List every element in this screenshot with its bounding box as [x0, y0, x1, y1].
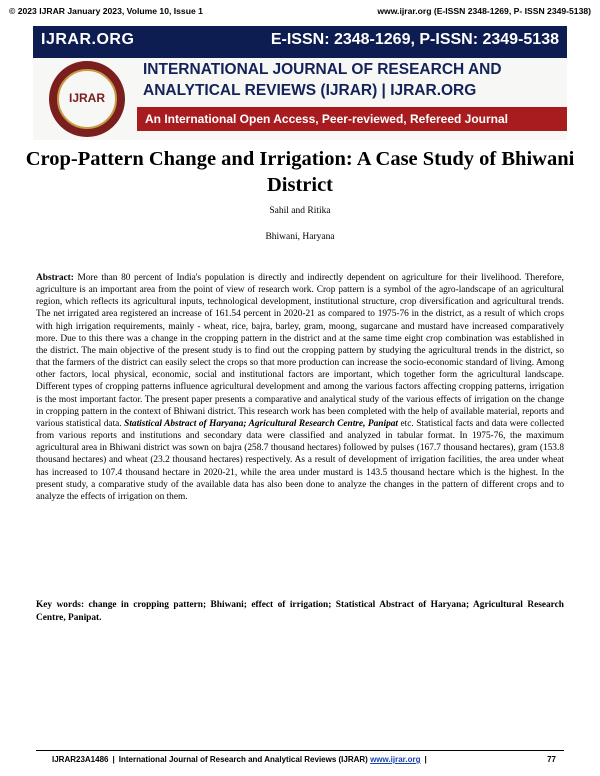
footer-paper-id: IJRAR23A1486: [52, 755, 109, 764]
keywords-text: change in cropping pattern; Bhiwani; effect of irrigation; Statistical Abstract of Haryana; Agricultural Research Centre, Panipat.: [36, 600, 564, 623]
keywords-label: Key words:: [36, 600, 85, 610]
page-number: 77: [547, 755, 556, 764]
footer-link[interactable]: www.ijrar.org: [370, 755, 421, 764]
banner-issn: E-ISSN: 2348-1269, P-ISSN: 2349-5138: [270, 31, 559, 48]
journal-logo-icon: [49, 61, 125, 137]
banner-title-line1: INTERNATIONAL JOURNAL OF RESEARCH AND: [143, 61, 502, 78]
abstract: [36, 272, 564, 503]
journal-banner: [33, 26, 567, 140]
abstract-text-2: etc. Statistical facts and data were collected from various reports and institutions and secondary data were classified and analyzed in tabular format. In 1975-76, the maximum agricultural area in Bhiwani district was sown on bajra (258.7 thousand hectares) followed by pulses (167.7 thousand hectares), gram (153.8 thousand hectares) and wheat (23.2 thousand hectares) respectively. As a result of development of irrigation facilities, the area under wheat has increased to 107.4 thousand hectare in 2020-21, while the area under mustard is 143.5 thousand hectare which is the highest. In the present study, a comparative study of the available data has also been done to analyze the changes in the pattern of different crops and to analyze the effects of irrigation on them.: [36, 418, 564, 502]
paper-affiliation: Bhiwani, Haryana: [265, 232, 335, 242]
running-header: [9, 6, 591, 20]
header-issn-info: www.ijrar.org (E-ISSN 2348-1269, P- ISSN 2349-5138): [377, 6, 591, 16]
page-footer: IJRAR23A1486 | International Journal of Research and Analytical Reviews (IJRAR) www.ijrar.org | 77: [36, 750, 564, 765]
paper-title: Crop-Pattern Change and Irrigation: A Case Study of Bhiwani District: [25, 148, 575, 196]
keywords: [36, 599, 564, 625]
banner-body: [33, 58, 567, 140]
banner-subtitle: An International Open Access, Peer-reviewed, Refereed Journal: [137, 107, 567, 131]
footer-journal: International Journal of Research and Analytical Reviews (IJRAR): [118, 755, 368, 764]
banner-title-line2: ANALYTICAL REVIEWS (IJRAR) | IJRAR.ORG: [143, 82, 477, 99]
paper-authors: Sahil and Ritika: [269, 206, 331, 216]
logo-text: IJRAR: [68, 91, 105, 105]
abstract-text-1: More than 80 percent of India's population is directly and indirectly dependent on agriculture for their livelihood. Therefore, agriculture is an important area from the point of view of research work. Crop pattern is a symbol of the agro-landscape of an agricultural region, which reflects its agricultural inputs, technological development, institutional structure, crop diversification and agricultural trends. The net irrigated area registered an increase of 161.54 percent in 2020-21 as compared to 1975-76 in the district, as a result of which crops with high irrigation requirements, mainly - wheat, rice, bajra, barley, gram, moong, sugarcane and mustard have increased comparatively more. Due to this there was a change in the cropping pattern in the district and at the same time eight crop combination was established in the district. The main objective of the present study is to find out the cropping pattern by studying the agricultural trends in the district, so that the farmers of the district can easily select the crops so that more production can increase the socio-economic standard of living. Among other factors, local physical, economic, social and institutional factors are important, which together form the agricultural landscape. Different types of cropping patterns influence agricultural development and among the various factors affecting cropping patterns, irrigation is the most important factor. The present paper presents a comparative and analytical study of the various effects of irrigation on the change in cropping pattern in the context of Bhiwani district. This research work has been completed with the help of available material, reports and various statistical data.: [36, 273, 564, 429]
banner-brand: IJRAR.ORG: [41, 31, 135, 48]
abstract-label: Abstract:: [36, 273, 74, 283]
header-issue-info: © 2023 IJRAR January 2023, Volume 10, Issue 1: [9, 6, 203, 16]
abstract-emphasis: Statistical Abstract of Haryana; Agricultural Research Centre, Panipat: [124, 418, 399, 429]
